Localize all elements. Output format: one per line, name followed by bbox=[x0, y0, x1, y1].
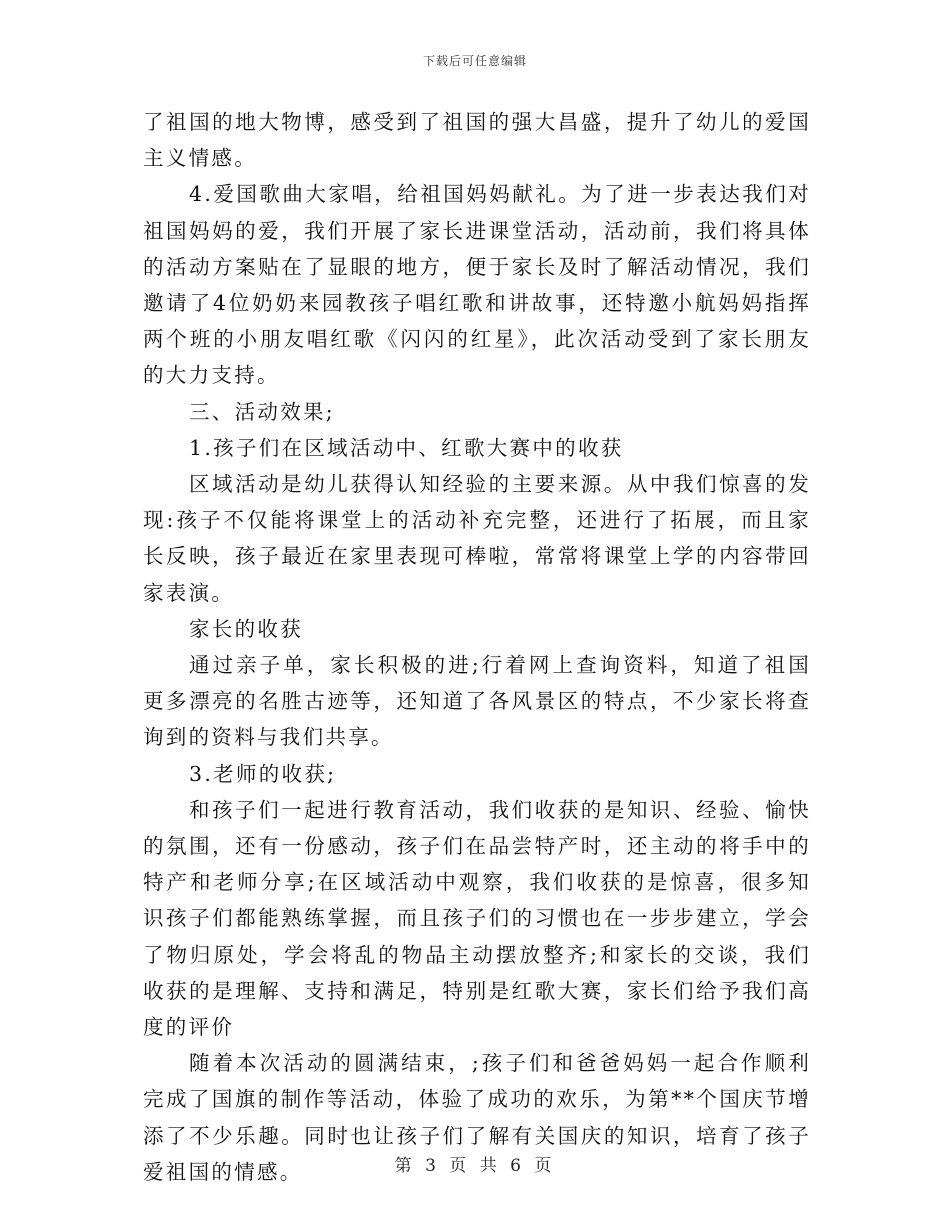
paragraph: 区域活动是幼儿获得认知经验的主要来源。从中我们惊喜的发现:孩子不仅能将课堂上的活动补充完整，还进行了拓展，而且家长反映，孩子最近在家里表现可棒啦，常常将课堂上学的内容带回家表演。 bbox=[143, 472, 811, 605]
subsection-heading: 家长的收获 bbox=[189, 616, 303, 641]
section-heading: 三、活动效果; bbox=[189, 399, 336, 424]
subsection-heading: 3.老师的收获; bbox=[189, 761, 337, 786]
paragraph: 通过亲子单，家长积极的进;行着网上查询资料，知道了祖国更多漂亮的名胜古迹等，还知道了各风景区的特点，不少家长将查询到的资料与我们共享。 bbox=[143, 653, 811, 750]
paragraph: 和孩子们一起进行教育活动，我们收获的是知识、经验、愉快的氛围，还有一份感动，孩子们在品尝特产时，还主动的将手中的特产和老师分享;在区域活动中观察，我们收获的是惊喜，很多知识孩子们都能熟练掌握，而且孩子们的习惯也在一步步建立，学会了物归原处，学会将乱的物品主动摆放整齐;和家长的交谈，我们收获的是理解、支持和满足，特别是红歌大赛，家长们给予我们高度的评价 bbox=[143, 797, 811, 1040]
paragraph: 随着本次活动的圆满结束，;孩子们和爸爸妈妈一起合作顺利完成了国旗的制作等活动，体验了成功的欢乐，为第**个国庆节增添了不少乐趣。同时也让孩子们了解有关国庆的知识，培育了孩子爱祖国的情感。 bbox=[143, 1051, 811, 1184]
document-body bbox=[143, 104, 811, 1190]
paragraph: 了祖国的地大物博，感受到了祖国的强大昌盛，提升了幼儿的爱国主义情感。 bbox=[143, 110, 811, 171]
subsection-heading: 1.孩子们在区域活动中、红歌大赛中的收获 bbox=[189, 435, 624, 460]
page-number-footer: 第 3 页 共 6 页 bbox=[394, 1156, 556, 1176]
page-header-note: 下载后可任意编辑 bbox=[422, 54, 527, 68]
paragraph: 4.爱国歌曲大家唱，给祖国妈妈献礼。为了进一步表达我们对祖国妈妈的爱，我们开展了家长进课堂活动，活动前，我们将具体的活动方案贴在了显眼的地方，便于家长及时了解活动情况，我们邀请了4位奶奶来园教孩子唱红歌和讲故事，还特邀小航妈妈指挥两个班的小朋友唱红歌《闪闪的红星》，此次活动受到了家长朋友的大力支持。 bbox=[143, 182, 811, 388]
